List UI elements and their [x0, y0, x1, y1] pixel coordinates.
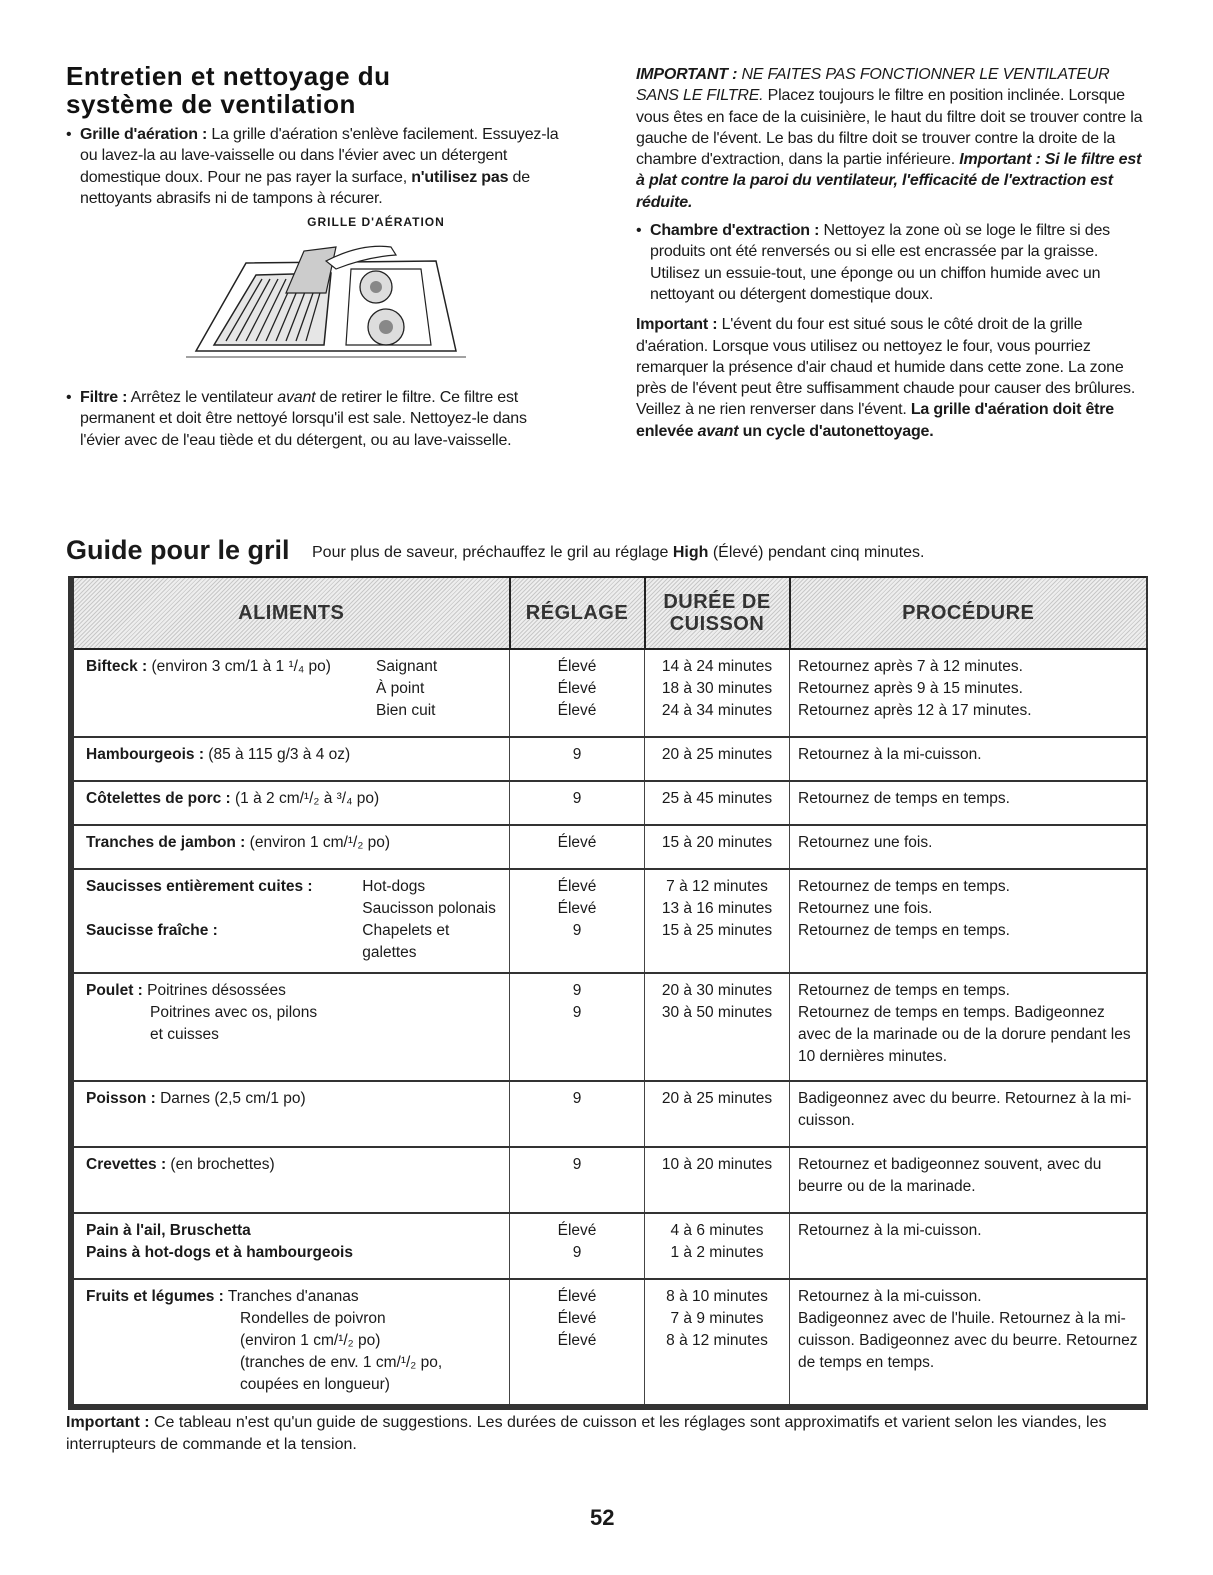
ventilation-section	[66, 62, 566, 451]
table-header-row	[71, 577, 1147, 649]
duree-cell: 20 à 25 minutes	[645, 1081, 790, 1147]
ventilation-notes	[636, 64, 1152, 442]
guide-title: Guide pour le gril	[66, 535, 290, 565]
duree-cell: 25 à 45 minutes	[645, 781, 790, 825]
header-duree: DURÉE DE CUISSON	[645, 577, 790, 649]
aliment-cell: Saucisses entièrement cuites : Saucisse fraîche : Hot-dogs Saucisson polonais Chapelets et galettes	[71, 869, 510, 973]
table-row	[71, 649, 1147, 737]
important-filter-paragraph: IMPORTANT : NE FAITES PAS FONCTIONNER LE VENTILATEUR SANS LE FILTRE. Placez toujours le filtre en position inclinée. Lorsque vous êtes en face de la cuisinière, le haut du filtre doit se trouver contre la gauche de l'évent. Le bas du filtre doit se trouver contre la droite de la chambre d'extraction, dans la partie inférieure. Important : Si le filtre est à plat contre la paroi du ventilateur, l'efficacité de l'extraction est réduite.	[636, 66, 1143, 211]
aliment-cell: Tranches de jambon : (environ 1 cm/¹/₂ po)	[71, 825, 510, 869]
procedure-cell: Retournez de temps en temps.	[790, 781, 1148, 825]
guide-subtitle: Pour plus de saveur, préchauffez le gril au réglage High (Élevé) pendant cinq minutes.	[312, 544, 925, 561]
aliment-cell: Fruits et légumes : Tranches d'ananas Rondelles de poivron (environ 1 cm/¹/₂ po) (tranches de env. 1 cm/¹/₂ po, coupées en longueur)	[71, 1279, 510, 1407]
duree-cell: 4 à 6 minutes 1 à 2 minutes	[645, 1213, 790, 1279]
header-aliments: ALIMENTS	[71, 577, 510, 649]
aliment-cell: Hambourgeois : (85 à 115 g/3 à 4 oz)	[71, 737, 510, 781]
reglage-cell: Élevé 9	[510, 1213, 645, 1279]
table-row	[71, 1279, 1147, 1407]
reglage-cell: Élevé Élevé Élevé	[510, 649, 645, 737]
header-reglage: RÉGLAGE	[510, 577, 645, 649]
duree-cell: 10 à 20 minutes	[645, 1147, 790, 1213]
table-row	[71, 737, 1147, 781]
procedure-cell: Retournez de temps en temps. Retournez de temps en temps. Badigeonnez avec de la marinade ou de la dorure pendant les 10 dernières minutes.	[790, 973, 1148, 1081]
reglage-cell: 9	[510, 1081, 645, 1147]
aliment-cell: Pain à l'ail, Bruschetta Pains à hot-dogs et à hambourgeois	[71, 1213, 510, 1279]
duree-cell: 20 à 25 minutes	[645, 737, 790, 781]
reglage-cell: 9 9	[510, 973, 645, 1081]
reglage-cell: 9	[510, 781, 645, 825]
procedure-cell: Retournez à la mi-cuisson. Badigeonnez avec de l'huile. Retournez à la mi-cuisson. Badigeonnez avec du beurre. Retournez de temps en temps.	[790, 1279, 1148, 1407]
aliment-cell: Poulet : Poitrines désossées Poitrines avec os, pilons et cuisses	[71, 973, 510, 1081]
duree-cell: 15 à 20 minutes	[645, 825, 790, 869]
table-row	[71, 973, 1147, 1081]
reglage-cell: Élevé Élevé 9	[510, 869, 645, 973]
aliment-cell: Bifteck : (environ 3 cm/1 à 1 ¹/₄ po) Saignant À point Bien cuit	[71, 649, 510, 737]
table-row	[71, 1147, 1147, 1213]
page-number: 52	[590, 1505, 615, 1530]
reglage-cell: 9	[510, 1147, 645, 1213]
figure-label: GRILLE D'AÉRATION	[307, 215, 445, 230]
table-row	[71, 781, 1147, 825]
duree-cell: 7 à 12 minutes 13 à 16 minutes 15 à 25 minutes	[645, 869, 790, 973]
aliment-cell: Côtelettes de porc : (1 à 2 cm/¹/₂ à ³/₄ po)	[71, 781, 510, 825]
procedure-cell: Retournez et badigeonnez souvent, avec du beurre ou de la marinade.	[790, 1147, 1148, 1213]
filtre-paragraph: • Filtre : Arrêtez le ventilateur avant de retirer le filtre. Ce filtre est permanent et doit être nettoyé lorsqu'il est sale. Nettoyez-le dans l'évier avec de l'eau tiède et du détergent, ou au lave-vaisselle.	[66, 387, 566, 451]
duree-cell: 8 à 10 minutes 7 à 9 minutes 8 à 12 minutes	[645, 1279, 790, 1407]
grille-paragraph: • Grille d'aération : La grille d'aération s'enlève facilement. Essuyez-la ou lavez-la au lave-vaisselle ou dans l'évier avec un détergent domestique doux. Pour ne pas rayer la surface, n'utilisez pas de nettoyants abrasifs ni de tampons à récurer.	[66, 124, 566, 209]
duree-cell: 14 à 24 minutes 18 à 30 minutes 24 à 34 minutes	[645, 649, 790, 737]
duree-cell: 20 à 30 minutes 30 à 50 minutes	[645, 973, 790, 1081]
aliment-cell: Poisson : Darnes (2,5 cm/1 po)	[71, 1081, 510, 1147]
grill-guide-table	[68, 576, 1148, 1410]
important-vent-paragraph: Important : L'évent du four est situé sous le côté droit de la grille d'aération. Lorsque vous utilisez ou nettoyez le four, vous pourriez remarquer la présence d'air chaud et humide dans cette zone. La zone près de l'évent peut être suffisamment chaude pour causer des brûlures. Veillez à ne rien renverser dans l'évent. La grille d'aération doit être enlevée avant un cycle d'autonettoyage.	[636, 316, 1136, 440]
important-footnote: Important : Ce tableau n'est qu'un guide de suggestions. Les durées de cuisson et les réglages sont approximatifs et varient selon les viandes, les interrupteurs de commande et la tension.	[66, 1414, 1107, 1453]
table-row	[71, 1213, 1147, 1279]
table-row	[71, 825, 1147, 869]
table-row	[71, 1081, 1147, 1147]
cooktop-illustration	[186, 233, 466, 363]
procedure-cell: Retournez une fois.	[790, 825, 1148, 869]
chambre-paragraph: • Chambre d'extraction : Nettoyez la zone où se loge le filtre si des produits ont été renversés ou si elle est encrassée par la graisse. Utilisez un essuie-tout, une éponge ou un chiffon humide avec un nettoyant ou détergent domestique doux.	[636, 220, 1152, 305]
table-row	[71, 869, 1147, 973]
procedure-cell: Retournez à la mi-cuisson.	[790, 1213, 1148, 1279]
procedure-cell: Badigeonnez avec du beurre. Retournez à la mi-cuisson.	[790, 1081, 1148, 1147]
reglage-cell: 9	[510, 737, 645, 781]
procedure-cell: Retournez après 7 à 12 minutes. Retournez après 9 à 15 minutes. Retournez après 12 à 17 minutes.	[790, 649, 1148, 737]
reglage-cell: Élevé	[510, 825, 645, 869]
vent-grille-illustration	[186, 233, 566, 363]
aliment-cell: Crevettes : (en brochettes)	[71, 1147, 510, 1213]
reglage-cell: Élevé Élevé Élevé	[510, 1279, 645, 1407]
procedure-cell: Retournez de temps en temps. Retournez une fois. Retournez de temps en temps.	[790, 869, 1148, 973]
header-procedure: PROCÉDURE	[790, 577, 1148, 649]
section-title: Entretien et nettoyage du système de ventilation	[66, 61, 391, 119]
procedure-cell: Retournez à la mi-cuisson.	[790, 737, 1148, 781]
